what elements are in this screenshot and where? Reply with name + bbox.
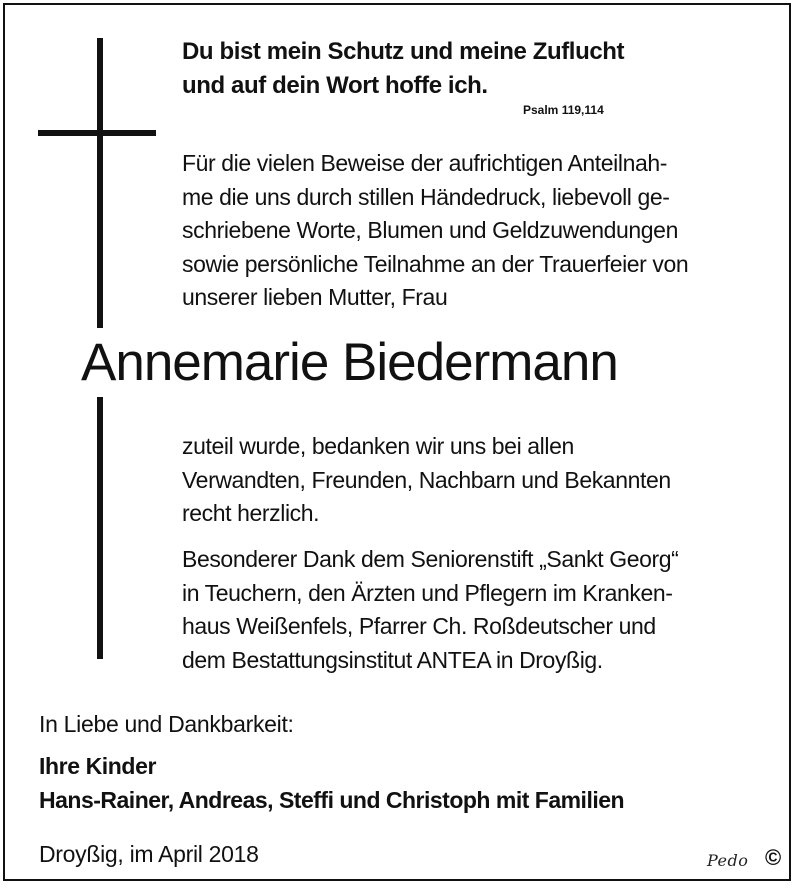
bible-verse-source: Psalm 119,114 [523,103,604,117]
special-thanks-paragraph [182,543,782,677]
thanks-intro-paragraph [182,147,782,315]
deceased-name: Annemarie Biedermann [81,333,618,392]
paragraph-line: haus Weißenfels, Pfarrer Ch. Roßdeutscher und [182,613,656,639]
obituary-notice-frame [3,3,791,881]
place-and-date: Droyßig, im April 2018 [39,841,259,867]
paragraph-line: me die uns durch stillen Händedruck, liebevoll ge- [182,183,670,210]
signature-names: Hans-Rainer, Andreas, Steffi und Christoph mit Familien [39,787,625,813]
paragraph-line: in Teuchern, den Ärzten und Pflegern im Kranken- [182,579,673,606]
bible-verse-line-1: Du bist mein Schutz und meine Zuflucht [182,38,625,65]
cross-symbol-upper-beam [97,38,103,328]
paragraph-line: Verwandten, Freunden, Nachbarn und Bekannten [182,466,671,493]
paragraph-line: sowie persönliche Teilnahme an der Trauerfeier von [182,250,689,277]
paragraph-line: zuteil wurde, bedanken wir uns bei allen [182,433,574,459]
paragraph-line: unserer lieben Mutter, Frau [182,284,448,310]
closing-phrase: In Liebe und Dankbarkeit: [39,711,294,737]
paragraph-line: Besonderer Dank dem Seniorenstift „Sankt Georg“ [182,546,679,572]
thanks-main-paragraph [182,430,782,531]
paragraph-line: dem Bestattungsinstitut ANTEA in Droyßig. [182,646,603,673]
paragraph-line: Für die vielen Beweise der aufrichtigen Anteilnah- [182,150,668,176]
copyright-symbol: © [765,845,782,870]
signature-label: Ihre Kinder [39,753,157,779]
publisher-signature-mark: Pedo [707,851,749,870]
paragraph-line: schriebene Worte, Blumen und Geldzuwendungen [182,217,678,243]
cross-symbol-lower-beam [97,397,103,659]
paragraph-line: recht herzlich. [182,500,320,526]
bible-verse-line-2: und auf dein Wort hoffe ich. [182,72,488,99]
bible-verse [182,35,702,103]
cross-symbol-crossbar [38,130,156,136]
